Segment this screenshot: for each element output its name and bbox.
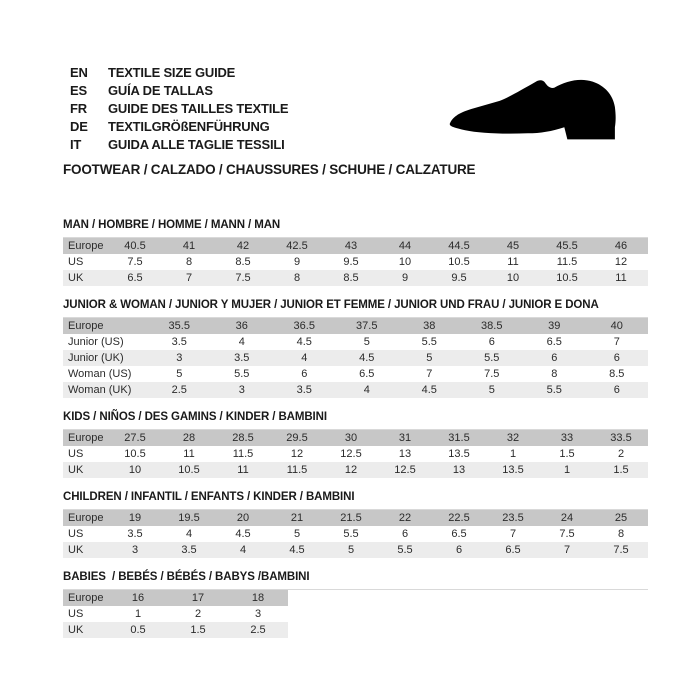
- size-value: 3: [238, 384, 245, 396]
- table-header-row: [63, 510, 648, 526]
- dress-shoe-icon: [447, 76, 624, 144]
- size-value: 1.5: [190, 624, 206, 636]
- size-table: [63, 219, 648, 286]
- table-header-row: [63, 590, 288, 606]
- size-value: 5: [488, 384, 495, 396]
- size-value: 25: [614, 512, 628, 524]
- row-label: Junior (US): [68, 336, 124, 348]
- table-row: [63, 526, 648, 542]
- size-value: 37.5: [356, 320, 378, 332]
- size-value: 38: [423, 320, 436, 332]
- row-label: Europe: [68, 592, 104, 604]
- row-label: UK: [68, 624, 84, 636]
- size-value: 4: [238, 336, 245, 348]
- size-value: 7: [426, 368, 433, 380]
- table-row: [63, 446, 648, 462]
- size-value: 9: [293, 256, 301, 268]
- size-value: 12.5: [340, 448, 362, 460]
- size-value: 8: [185, 256, 193, 268]
- size-table-title: KIDS / NIÑOS / DES GAMINS / KINDER / BAMBINI: [63, 411, 327, 423]
- size-value: 6: [488, 336, 495, 348]
- size-value: 6.5: [546, 336, 562, 348]
- table-row: [63, 334, 648, 350]
- table-row: [63, 382, 648, 398]
- size-value: 3: [254, 608, 262, 620]
- row-label: Woman (UK): [68, 384, 132, 396]
- size-value: 22: [398, 512, 412, 524]
- table-row: [63, 622, 288, 638]
- size-value: 43: [344, 240, 358, 252]
- size-value: 10: [506, 272, 520, 284]
- size-value: 31: [398, 432, 412, 444]
- table-row: [63, 606, 288, 622]
- size-value: 23.5: [502, 512, 524, 524]
- size-value: 21.5: [340, 512, 362, 524]
- size-table-rows: [63, 429, 648, 478]
- size-value: 5: [347, 544, 355, 556]
- size-value: 33.5: [610, 432, 632, 444]
- row-label: UK: [68, 544, 84, 556]
- size-value: 7.5: [484, 368, 500, 380]
- size-value: 12.5: [394, 464, 416, 476]
- row-label: US: [68, 256, 84, 268]
- guide-title-text: GUÍA DE TALLAS: [108, 82, 213, 98]
- table-row: [63, 366, 648, 382]
- size-value: 24: [560, 512, 574, 524]
- table-header-row: [63, 238, 648, 254]
- size-table-rows: [63, 509, 648, 558]
- size-value: 46: [614, 240, 628, 252]
- size-value: 13.5: [502, 464, 524, 476]
- size-value: 19.5: [178, 512, 200, 524]
- size-value: 7: [185, 272, 193, 284]
- language-code: EN: [70, 64, 88, 80]
- size-value: 33: [560, 432, 574, 444]
- row-label: Europe: [68, 320, 104, 332]
- size-value: 10.5: [178, 464, 200, 476]
- guide-title-text: TEXTILE SIZE GUIDE: [108, 64, 236, 80]
- size-value: 28.5: [232, 432, 254, 444]
- size-value: 27.5: [124, 432, 146, 444]
- language-code: IT: [70, 136, 82, 152]
- language-row: [70, 99, 288, 117]
- row-label: Europe: [68, 432, 104, 444]
- size-table-rows: [63, 589, 648, 638]
- size-value: 3: [131, 544, 139, 556]
- size-value: 9.5: [451, 272, 467, 284]
- language-code: ES: [70, 82, 87, 98]
- size-value: 44.5: [448, 240, 470, 252]
- language-row: [70, 135, 288, 153]
- language-row: [70, 63, 288, 81]
- size-value: 4.5: [421, 384, 437, 396]
- size-value: 6: [613, 352, 620, 364]
- size-value: 10: [128, 464, 142, 476]
- size-value: 1: [134, 608, 142, 620]
- size-value: 16: [131, 592, 145, 604]
- size-value: 5: [176, 368, 183, 380]
- row-label: US: [68, 608, 84, 620]
- size-value: 5.5: [546, 384, 562, 396]
- table-row: [63, 350, 648, 366]
- size-value: 3: [176, 352, 183, 364]
- row-label: UK: [68, 464, 84, 476]
- size-value: 40: [610, 320, 623, 332]
- size-value: 6.5: [127, 272, 143, 284]
- size-value: 5.5: [397, 544, 413, 556]
- size-value: 4.5: [359, 352, 375, 364]
- size-value: 5.5: [421, 336, 437, 348]
- size-value: 45: [506, 240, 520, 252]
- size-value: 7.5: [235, 272, 251, 284]
- size-value: 4.5: [289, 544, 305, 556]
- size-table-title: CHILDREN / INFANTIL / ENFANTS / KINDER / BAMBINI: [63, 491, 355, 503]
- size-value: 41: [182, 240, 196, 252]
- size-table-rows: [63, 317, 648, 398]
- size-value: 9: [401, 272, 409, 284]
- size-value: 8: [293, 272, 301, 284]
- size-value: 0.5: [130, 624, 146, 636]
- size-value: 38.5: [481, 320, 503, 332]
- size-value: 31.5: [448, 432, 470, 444]
- size-value: 1.5: [559, 448, 575, 460]
- size-value: 7: [613, 336, 620, 348]
- size-value: 11: [615, 272, 627, 284]
- size-table-title: MAN / HOMBRE / HOMME / MANN / MAN: [63, 219, 281, 231]
- size-value: 9.5: [343, 256, 359, 268]
- size-value: 7: [509, 528, 517, 540]
- size-value: 11.5: [232, 448, 254, 460]
- size-value: 21: [290, 512, 304, 524]
- size-value: 5.5: [234, 368, 250, 380]
- table-header-row: [63, 430, 648, 446]
- size-value: 11: [507, 256, 519, 268]
- language-code: FR: [70, 100, 87, 116]
- size-table-title: BABIES / BEBÉS / BÉBÉS / BABYS /BAMBINI: [63, 571, 310, 583]
- size-value: 10.5: [448, 256, 470, 268]
- size-value: 19: [128, 512, 142, 524]
- size-value: 10.5: [124, 448, 146, 460]
- size-value: 35.5: [168, 320, 190, 332]
- size-value: 4: [301, 352, 308, 364]
- size-value: 12: [290, 448, 304, 460]
- size-value: 7: [563, 544, 571, 556]
- size-table: [63, 411, 648, 478]
- size-value: 7.5: [127, 256, 143, 268]
- table-row: [63, 254, 648, 270]
- size-value: 11: [183, 448, 195, 460]
- table-row: [63, 542, 648, 558]
- row-label: US: [68, 528, 84, 540]
- size-value: 3.5: [234, 352, 250, 364]
- size-value: 8.5: [343, 272, 359, 284]
- size-value: 10.5: [556, 272, 578, 284]
- size-value: 6: [551, 352, 558, 364]
- size-value: 4: [185, 528, 193, 540]
- size-value: 11.5: [556, 256, 578, 268]
- size-value: 6.5: [359, 368, 375, 380]
- size-value: 18: [251, 592, 265, 604]
- size-value: 30: [344, 432, 358, 444]
- size-value: 12: [614, 256, 628, 268]
- size-value: 6: [401, 528, 409, 540]
- size-value: 44: [398, 240, 412, 252]
- size-value: 6: [613, 384, 620, 396]
- size-value: 5: [363, 336, 370, 348]
- size-value: 20: [236, 512, 250, 524]
- size-value: 11: [237, 464, 249, 476]
- row-label: Junior (UK): [68, 352, 124, 364]
- size-value: 1: [509, 448, 517, 460]
- size-value: 42: [236, 240, 250, 252]
- size-value: 32: [506, 432, 520, 444]
- size-value: 4.5: [296, 336, 312, 348]
- size-value: 13: [398, 448, 412, 460]
- size-value: 29.5: [286, 432, 308, 444]
- guide-title-text: GUIDE DES TAILLES TEXTILE: [108, 100, 289, 116]
- size-table: [63, 299, 648, 398]
- row-label: Woman (US): [68, 368, 132, 380]
- table-header-row: [63, 318, 648, 334]
- size-value: 2.5: [250, 624, 266, 636]
- size-value: 2.5: [171, 384, 187, 396]
- size-value: 17: [191, 592, 205, 604]
- size-table-title: JUNIOR & WOMAN / JUNIOR Y MUJER / JUNIOR ET FEMME / JUNIOR UND FRAU / JUNIOR E DONA: [63, 299, 599, 311]
- language-code: DE: [70, 118, 88, 134]
- language-row: [70, 81, 288, 99]
- size-value: 6.5: [505, 544, 521, 556]
- size-value: 2: [194, 608, 202, 620]
- size-value: 39: [548, 320, 561, 332]
- size-value: 6: [455, 544, 463, 556]
- size-value: 1.5: [613, 464, 629, 476]
- size-value: 8.5: [609, 368, 625, 380]
- size-value: 28: [182, 432, 196, 444]
- size-value: 6.5: [451, 528, 467, 540]
- size-value: 40.5: [124, 240, 146, 252]
- size-value: 42.5: [286, 240, 308, 252]
- size-value: 5: [426, 352, 433, 364]
- size-table: [63, 491, 648, 558]
- table-row: [63, 462, 648, 478]
- size-value: 36.5: [293, 320, 315, 332]
- language-row: [70, 117, 288, 135]
- size-value: 3.5: [296, 384, 312, 396]
- size-value: 4: [363, 384, 370, 396]
- size-value: 3.5: [171, 336, 187, 348]
- size-value: 10: [398, 256, 412, 268]
- size-value: 7.5: [613, 544, 629, 556]
- table-row: [63, 270, 648, 286]
- language-guide-list: [70, 63, 288, 153]
- size-value: 6: [301, 368, 308, 380]
- size-value: 13.5: [448, 448, 470, 460]
- size-value: 22.5: [448, 512, 470, 524]
- size-value: 5.5: [484, 352, 500, 364]
- row-label: US: [68, 448, 84, 460]
- size-value: 3.5: [181, 544, 197, 556]
- row-label: Europe: [68, 240, 104, 252]
- size-value: 1: [563, 464, 571, 476]
- size-table-rows: [63, 237, 648, 286]
- row-label: Europe: [68, 512, 104, 524]
- size-value: 8.5: [235, 256, 251, 268]
- size-value: 8: [551, 368, 558, 380]
- size-value: 36: [235, 320, 248, 332]
- size-value: 13: [452, 464, 466, 476]
- size-value: 5: [293, 528, 301, 540]
- size-value: 4.5: [235, 528, 251, 540]
- size-value: 45.5: [556, 240, 578, 252]
- size-value: 11.5: [286, 464, 308, 476]
- size-table: [63, 571, 648, 638]
- size-value: 7.5: [559, 528, 575, 540]
- size-value: 2: [617, 448, 625, 460]
- footwear-section-title: FOOTWEAR / CALZADO / CHAUSSURES / SCHUHE / CALZATURE: [63, 162, 476, 177]
- row-label: UK: [68, 272, 84, 284]
- size-value: 5.5: [343, 528, 359, 540]
- guide-title-text: TEXTILGRÖßENFÜHRUNG: [108, 118, 270, 134]
- size-tables-container: [63, 219, 648, 651]
- size-value: 8: [617, 528, 625, 540]
- size-value: 4: [239, 544, 247, 556]
- size-value: 3.5: [127, 528, 143, 540]
- size-value: 12: [344, 464, 358, 476]
- guide-title-text: GUIDA ALLE TAGLIE TESSILI: [108, 136, 285, 152]
